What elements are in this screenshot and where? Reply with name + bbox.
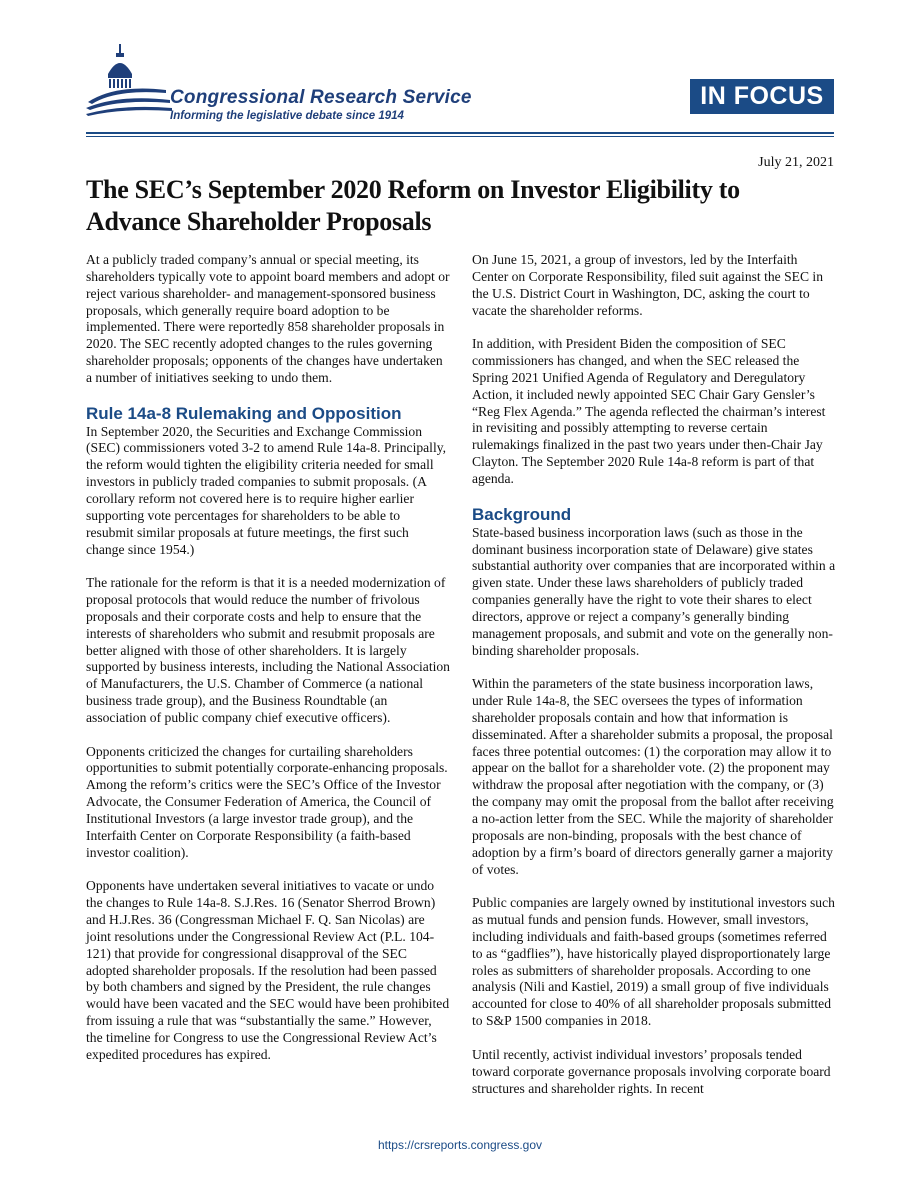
right-column — [472, 252, 836, 1114]
left-column — [86, 252, 450, 1081]
paragraph: In addition, with President Biden the composition of SEC commissioners has changed, and when the SEC released the Spring 2021 Unified Agenda of Regulatory and Deregulatory Action, it included newly appointed SEC Chair Gary Gensler’s “Reg Flex Agenda.” The agenda reflected the chairman’s interest in revisiting and possibly attempting to reverse certain rulemakings finalized in the past two years under then-Chair Jay Clayton. The September 2020 Rule 14a-8 reform is part of that agenda. — [472, 336, 826, 486]
paragraph: In September 2020, the Securities and Exchange Commission (SEC) commissioners voted 3-2 to amend Rule 14a-8. Principally, the reform would tighten the eligibility criteria needed for small investors in publicly traded companies to submit proposals. (A corollary reform not covered here is to require higher earlier supporting vote percentages for shareholders to be able to resubmit similar proposals at future meetings, the first such change since 1954.) — [86, 423, 447, 557]
section-heading-background: Background — [472, 504, 572, 524]
header-rule-thick — [86, 132, 834, 134]
paragraph: Within the parameters of the state business incorporation laws, under Rule 14a-8, the SEC oversees the types of information shareholder proposals contain and how that information is disseminated. After a shareholder submits a proposal, the proposal faces three potential outcomes: (1) the corporation may allow it to appear on the ballot for a shareholder vote. (2) the proponent may withdraw the proposal after negotiation with the company, or (3) the company may omit the proposal from the ballot after receiving a no-action letter from the SEC. While the majority of shareholder proposals are non-binding, proposals with the best chance of adoption by a firm’s board of directors generally garner a majority of votes. — [472, 676, 834, 877]
paragraph: Until recently, activist individual investors’ proposals tended toward corporate governance proposals involving corporate board structures and shareholder rights. In recent — [472, 1046, 831, 1096]
org-tagline: Informing the legislative debate since 1914 — [170, 110, 404, 122]
paragraph: Opponents criticized the changes for curtailing shareholders opportunities to submit potentially corporate-enhancing proposals. Among the reform’s critics were the SEC’s Office of the Investor Advocate, the Consumer Federation of America, the Council of Institutional Investors (a large investor trade group), and the Interfaith Center on Corporate Responsibility (a faith-based investor coalition). — [86, 743, 448, 860]
org-name: Congressional Research Service — [170, 87, 472, 108]
paragraph: Public companies are largely owned by institutional investors such as mutual funds and pension funds. However, small investors, including individuals and faith-based groups (sometimes referred to as “gadflies”), have historically played disproportionately large roles as submitters of shareholder proposals. According to one analysis (Nili and Kastiel, 2019) a small group of five individuals accounted for close to 40% of all shareholder proposals submitted to S&P 1500 companies in 2018. — [472, 895, 835, 1029]
paragraph: State-based business incorporation laws (such as those in the dominant business incorporation state of Delaware) give states substantial authority over companies that are incorporated within a given state. Under these laws shareholders of publicly traded companies generally have the right to vote their shares to elect directors, approve or reject a company’s generally binding management proposals, and submit and vote on the generally non-binding shareholder proposals. — [472, 524, 836, 658]
paragraph: On June 15, 2021, a group of investors, led by the Interfaith Center on Corporate Responsibility, filed suit against the SEC in the U.S. District Court in Washington, DC, asking the court to vacate the shareholder reforms. — [472, 252, 824, 318]
header-rule-thin — [86, 136, 834, 137]
footer-url[interactable]: https://crsreports.congress.gov — [377, 1138, 543, 1152]
paragraph: The rationale for the reform is that it is a needed modernization of proposal protocols that would reduce the number of frivolous proposals and their corporate costs and help to ensure that the interests of shareholders who submit and resubmit proposals are better aligned with those of other shareholders. It is largely supported by business interests, including the National Association of Manufacturers, the U.S. Chamber of Commerce (a national business trade group), and the Business Roundtable (an association of public company chief executive officers). — [86, 575, 450, 725]
in-focus-badge: IN FOCUS — [690, 79, 834, 114]
section-heading-rulemaking: Rule 14a-8 Rulemaking and Opposition — [86, 403, 402, 423]
crs-logo — [86, 44, 506, 124]
paragraph: Opponents have undertaken several initiatives to vacate or undo the changes to Rule 14a-8. S.J.Res. 16 (Senator Sherrod Brown) and H.J.Res. 36 (Congressman Michael F. Q. San Nicolas) are joint resolutions under the Congressional Review Act (P.L. 104-121) that provide for congressional disapproval of the SEC adopted shareholder proposals. If the resolution had been passed by both chambers and signed by the President, the rule changes would have been vacated and the SEC would have been prohibited from issuing a rule that was “substantially the same.” However, the timeline for Congress to use the Congressional Review Act’s expedited procedures has expired. — [86, 878, 450, 1062]
page-title: The SEC’s September 2020 Reform on Investor Eligibility to Advance Shareholder Proposals — [86, 175, 740, 236]
capitol-dome-icon — [86, 44, 176, 124]
publication-date: July 21, 2021 — [758, 155, 834, 170]
paragraph: At a publicly traded company’s annual or special meeting, its shareholders typically vote to appoint board members and adopt or reject various shareholder- and management-sponsored business proposals, which generally require board adoption to be implemented. There were reportedly 858 shareholder proposals in 2020. The SEC recently adopted changes to the rules governing shareholder proposals; opponents of the changes have undertaken a number of initiatives seeking to undo them. — [86, 252, 450, 385]
